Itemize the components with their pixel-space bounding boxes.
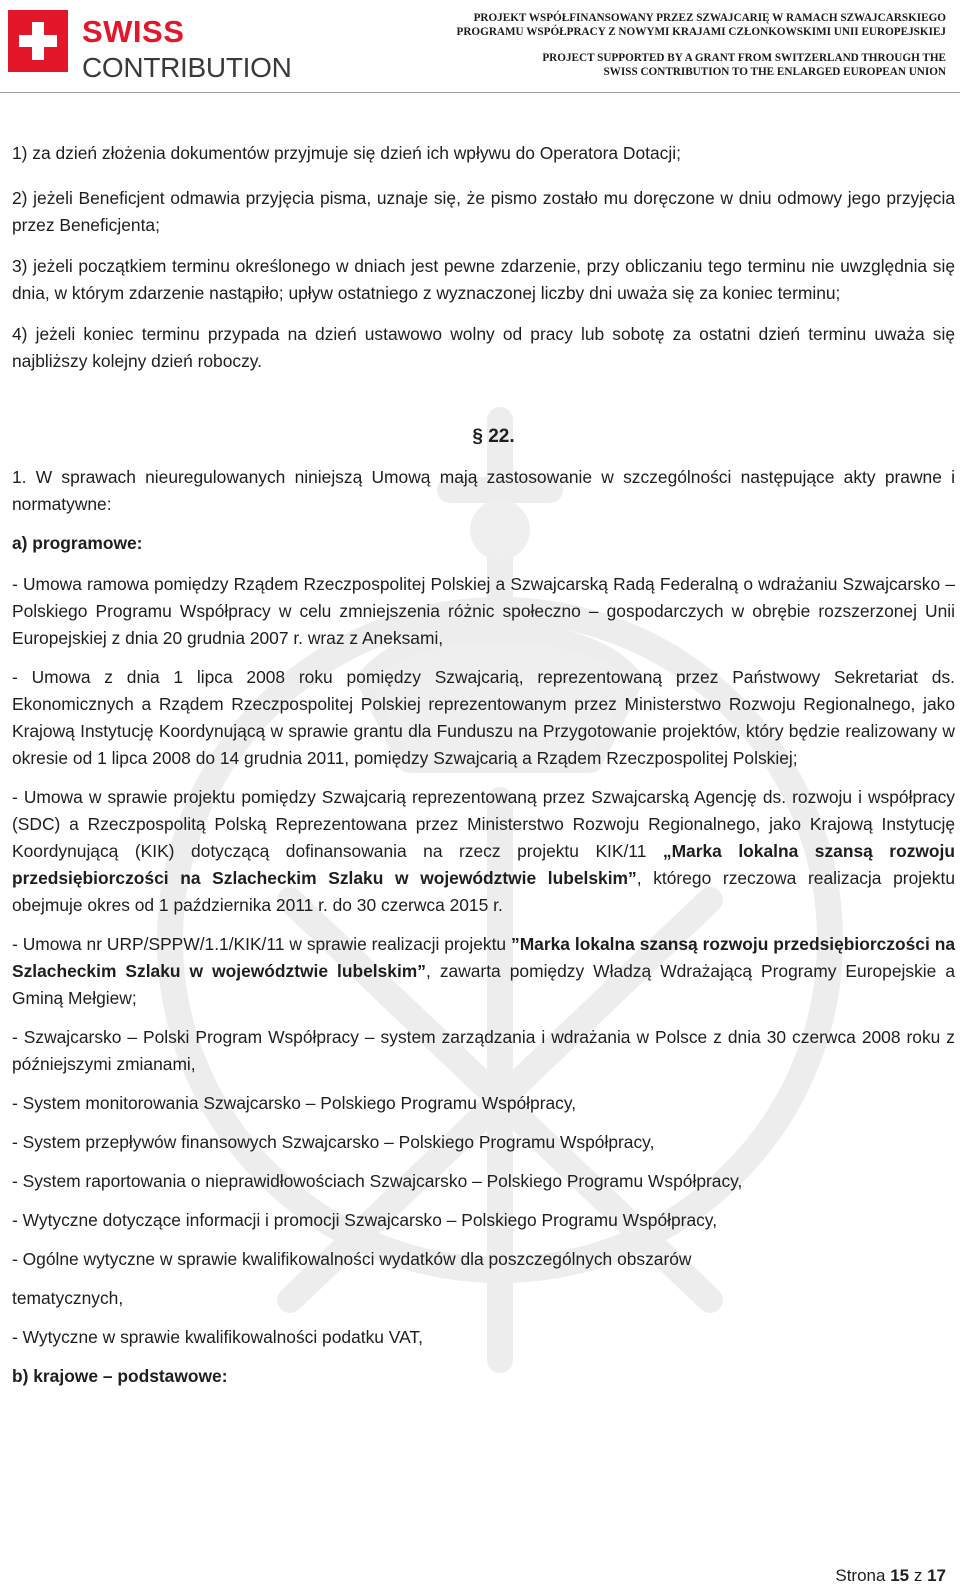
paragraph-4: 4) jeżeli koniec terminu przypada na dzień ustawowo wolny od pracy lub sobotę za ostatni dzień terminu uważa się najbliższy kolejny dzień roboczy.	[12, 324, 955, 371]
section-heading: § 22.	[472, 426, 515, 447]
page-label: Strona	[835, 1566, 886, 1585]
subheading-programowe: a) programowe:	[12, 533, 143, 553]
list-item-4-text-c: , zawarta pomiędzy Władzą Wdrażającą Programy Europejskie a Gminą Mełgiew;	[12, 961, 955, 1008]
paragraph-5: 1. W sprawach nieuregulowanych niniejszą Umową mają zastosowanie w szczególności następujące akty prawne i normatywne:	[12, 467, 955, 514]
list-item-6: - System monitorowania Szwajcarsko – Polskiego Programu Współpracy,	[12, 1093, 577, 1113]
header-en-line-1: PROJECT SUPPORTED BY A GRANT FROM SWITZERLAND THROUGH THE	[542, 52, 946, 64]
project-title-2: ”Marka lokalna szansą rozwoju przedsiębiorczości na Szlacheckim Szlaku w województwie lubelskim”	[12, 934, 955, 981]
list-item-5: - Szwajcarsko – Polski Program Współpracy – system zarządzania i wdrażania w Polsce z dnia 30 czerwca 2008 roku z późniejszymi zmianami,	[12, 1027, 955, 1074]
swiss-contribution-logo	[8, 10, 308, 83]
logo-text-contribution: CONTRIBUTION	[82, 52, 292, 83]
list-item-4	[12, 931, 955, 1012]
header-pl-line-1: PROJEKT WSPÓŁFINANSOWANY PRZEZ SZWAJCARIĘ W RAMACH SZWAJCARSKIEGO	[473, 12, 946, 24]
list-item-10-continued: tematycznych,	[12, 1288, 124, 1308]
logo-text-swiss: SWISS	[82, 14, 185, 49]
paragraph-3: 3) jeżeli początkiem terminu określonego w dniach jest pewne zdarzenie, przy obliczaniu tego terminu nie uwzględnia się dnia, w którym zdarzenie nastąpiło; upływ ostatniego z wyznaczonej liczby dni uważa się za koniec terminu;	[12, 256, 955, 303]
paragraph-1: 1) za dzień złożenia dokumentów przyjmuje się dzień ich wpływu do Operatora Dotacji;	[12, 143, 681, 163]
list-item-4-text-a: - Umowa nr URP/SPPW/1.1/KIK/11 w sprawie realizacji projektu	[12, 934, 511, 954]
document-body	[12, 140, 955, 1390]
header-pl-line-2: PROGRAMU WSPÓŁPRACY Z NOWYMI KRAJAMI CZŁONKOWSKIMI UNII EUROPEJSKIEJ	[456, 26, 946, 38]
page-number	[835, 1566, 946, 1586]
project-title: „Marka lokalna szansą rozwoju przedsiębiorczości na Szlacheckim Szlaku w województwie lubelskim”	[12, 841, 955, 888]
list-item-9: - Wytyczne dotyczące informacji i promocji Szwajcarsko – Polskiego Programu Współpracy,	[12, 1210, 718, 1230]
page-current: 15	[890, 1566, 910, 1585]
paragraph-2: 2) jeżeli Beneficjent odmawia przyjęcia pisma, uznaje się, że pismo zostało mu doręczone w dniu odmowy jego przyjęcia przez Beneficjenta;	[12, 188, 955, 235]
page-separator: z	[913, 1566, 923, 1585]
list-item-8: - System raportowania o nieprawidłowościach Szwajcarsko – Polskiego Programu Współpracy,	[12, 1171, 743, 1191]
page-header	[0, 0, 960, 94]
header-en-line-2: SWISS CONTRIBUTION TO THE ENLARGED EUROPEAN UNION	[603, 66, 946, 78]
subheading-krajowe: b) krajowe – podstawowe:	[12, 1366, 228, 1386]
header-divider	[0, 92, 960, 93]
list-item-2: - Umowa z dnia 1 lipca 2008 roku pomiędzy Szwajcarią, reprezentowaną przez Państwowy Sekretariat ds. Ekonomicznych a Rządem Rzeczpospolitej Polskiej reprezentowanym przez Ministerstwo Rozwoju Regionalnego, jako Krajową Instytucję Koordynującą w sprawie grantu dla Funduszu na Przygotowanie projektów, który będzie realizowany w okresie od 1 lipca 2008 do 14 grudnia 2011, pomiędzy Szwajcarią a Rządem Rzeczpospolitej Polskiej;	[12, 667, 955, 768]
list-item-1: - Umowa ramowa pomiędzy Rządem Rzeczpospolitej Polskiej a Szwajcarską Radą Federalną o wdrażaniu Szwajcarsko – Polskiego Programu Współpracy w celu zmniejszenia różnic społeczno – gospodarczych w obrębie rozszerzonej Unii Europejskiej z dnia 20 grudnia 2007 r. wraz z Aneksami,	[12, 574, 955, 648]
list-item-3-text-c: , którego rzeczowa realizacja projektu obejmuje okres od 1 października 2011 r. do 30 czerwca 2015 r.	[12, 868, 956, 915]
list-item-7: - System przepływów finansowych Szwajcarsko – Polskiego Programu Współpracy,	[12, 1132, 655, 1152]
page-total: 17	[927, 1566, 946, 1585]
swiss-cross-icon	[8, 10, 68, 72]
list-item-11: - Wytyczne w sprawie kwalifikowalności podatku VAT,	[12, 1327, 423, 1347]
list-item-3	[12, 784, 955, 919]
header-project-info	[406, 11, 946, 79]
list-item-10: - Ogólne wytyczne w sprawie kwalifikowalności wydatków dla poszczególnych obszarów	[12, 1249, 692, 1269]
list-item-3-text-a: - Umowa w sprawie projektu pomiędzy Szwajcarią reprezentowaną przez Szwajcarską Agencję ds. rozwoju i współpracy (SDC) a Rzeczpospolitą Polską Reprezentowana przez Ministerstwo Rozwoju Regionalnego, jako Krajową Instytucję Koordynującą (KIK) dotyczącą dofinansowania na rzecz projektu KIK/11	[12, 787, 955, 861]
